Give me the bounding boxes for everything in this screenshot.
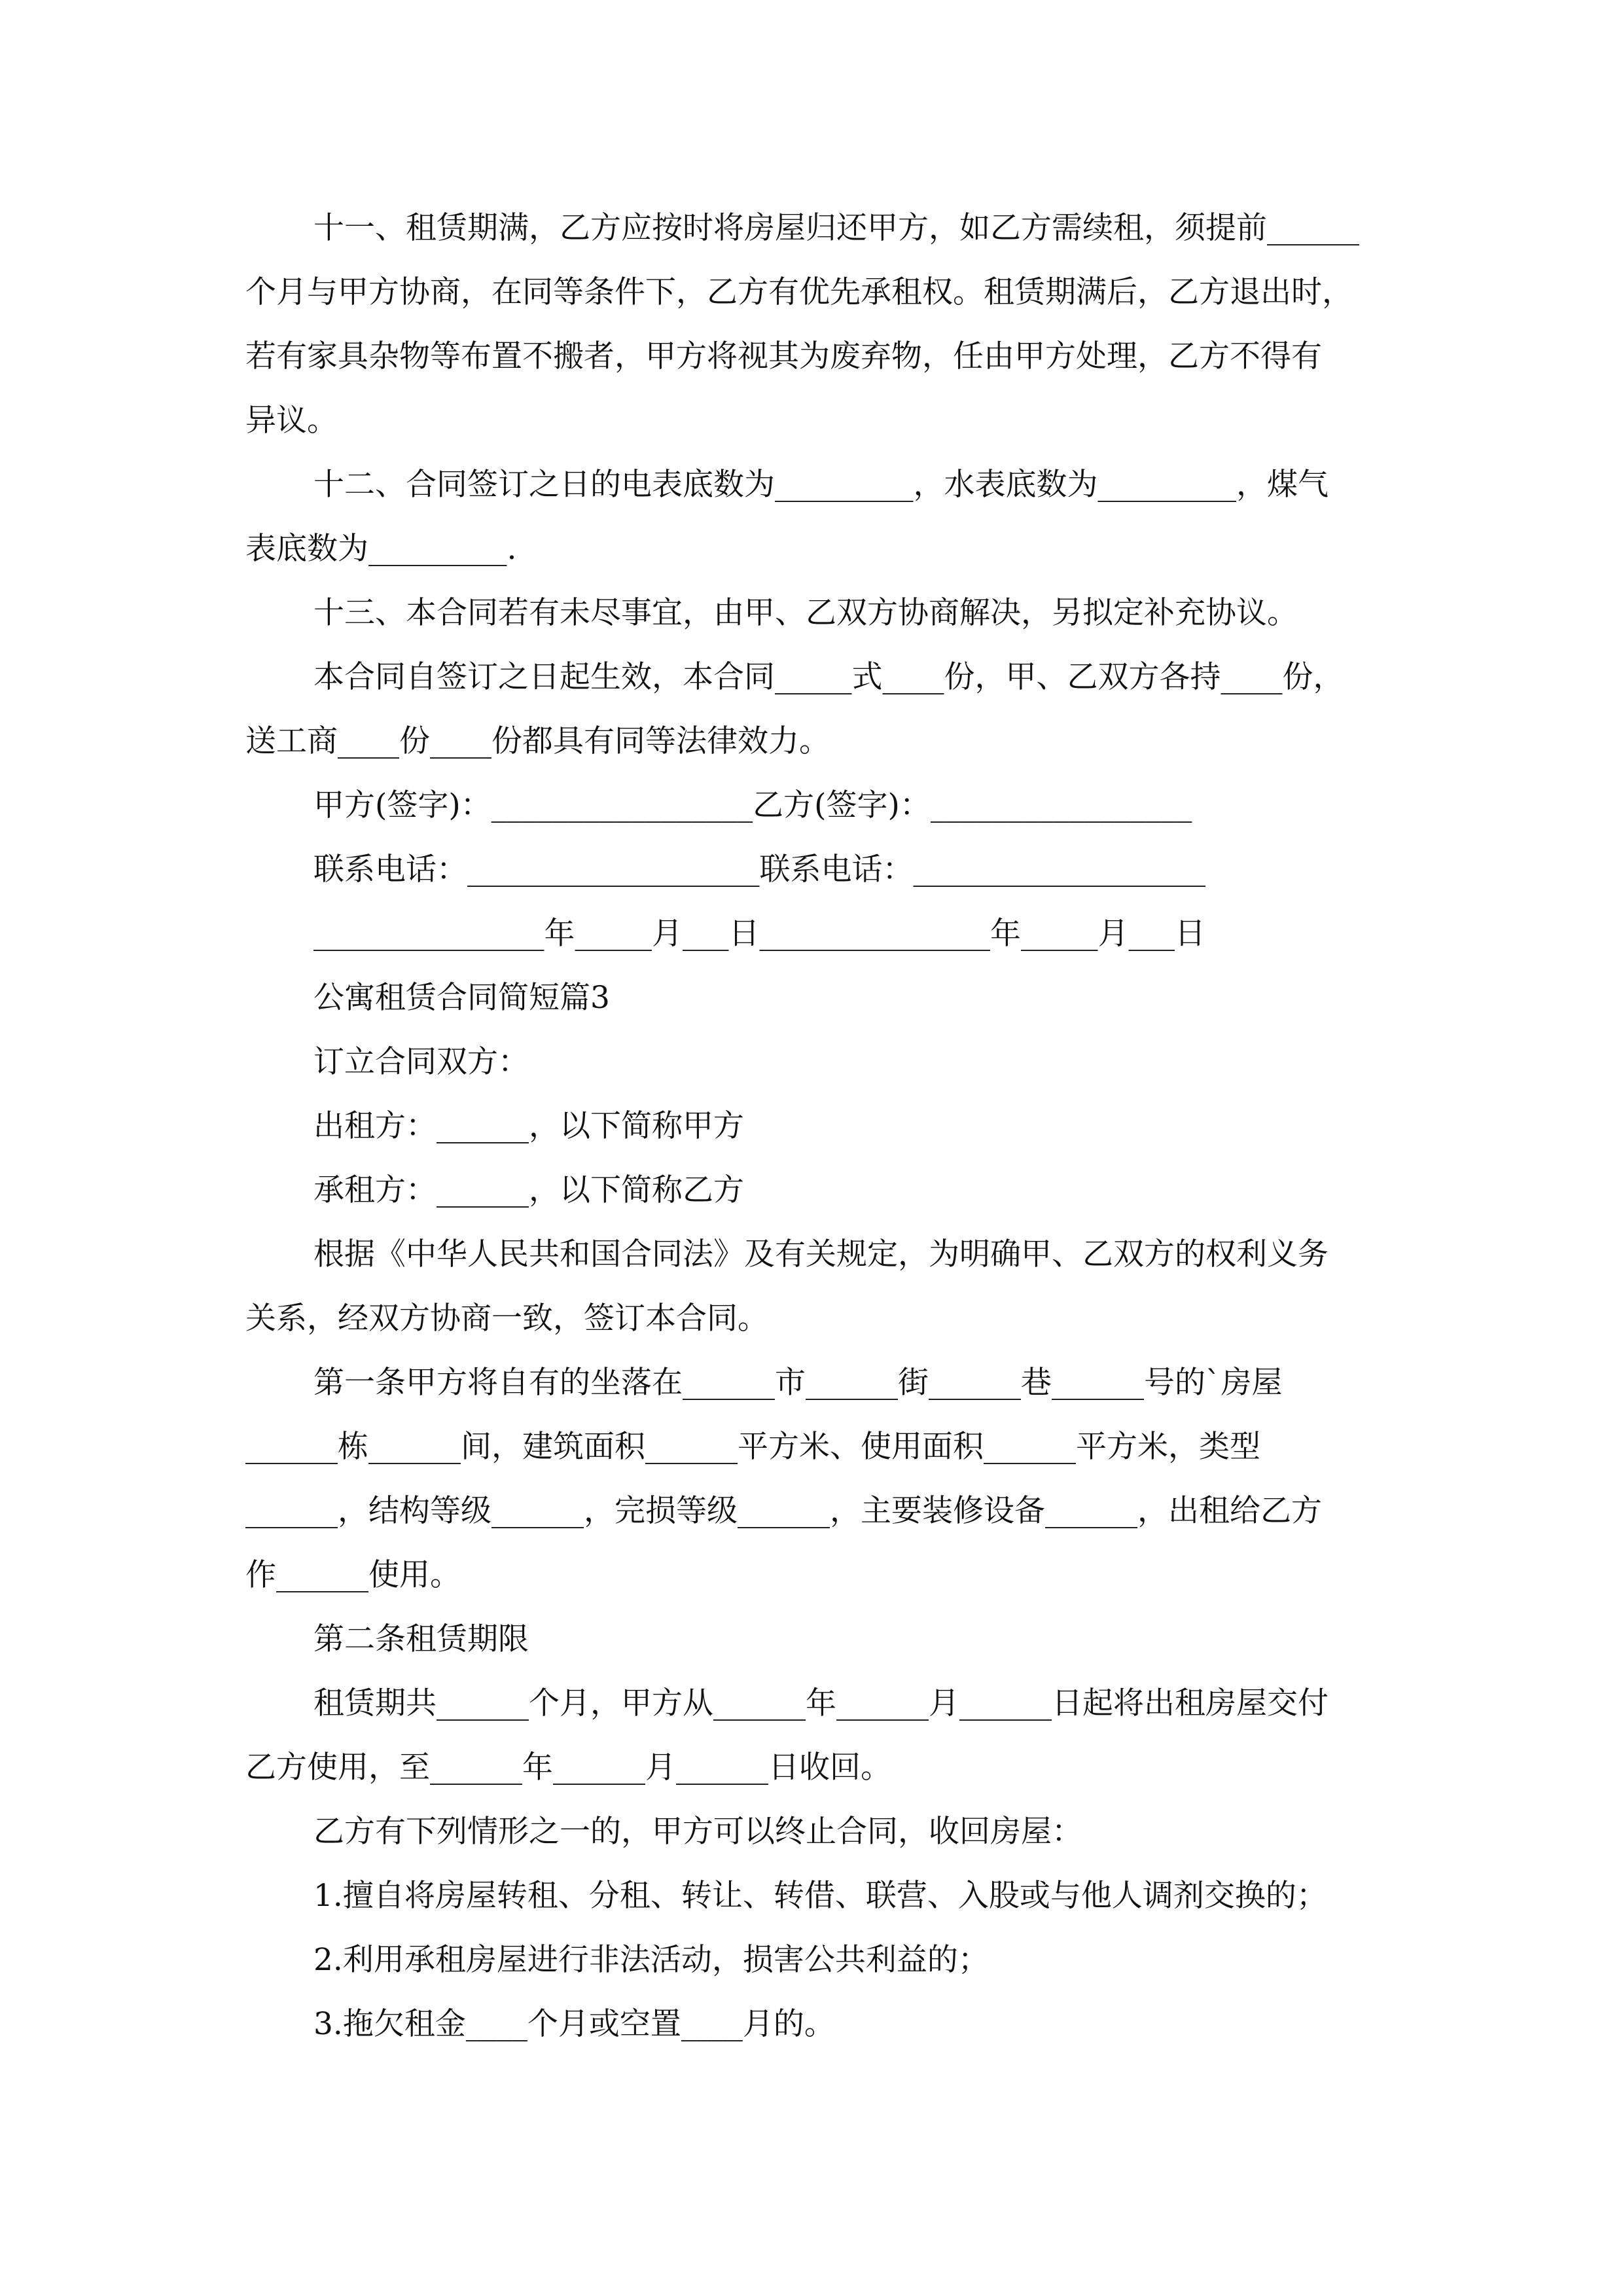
document-body [245,196,1378,2056]
text-line: 十一、租赁期满，乙方应按时将房屋归还甲方，如乙方需续租，须提前______ [313,210,1359,246]
list-item: 3.拖欠租金____个月或空置____月的。 [313,2006,835,2042]
date-line: _______________年_____月___日_______________年_____月___日 [313,916,1205,952]
text-line: 根据《中华人民共和国合同法》及有关规定，为明确甲、乙双方的权利义务 [313,1236,1329,1272]
text-line: 关系，经双方协商一致，签订本合同。 [245,1300,768,1336]
section-heading: 公寓租赁合同简短篇3 [313,980,610,1016]
text-line: 送工商____份____份都具有同等法律效力。 [245,723,830,759]
text-line: 租赁期共______个月，甲方从______年______月______日起将出租房屋交付 [313,1685,1329,1721]
text-line: 个月与甲方协商，在同等条件下，乙方有优先承租权。租赁期满后，乙方退出时， [245,274,1353,310]
text-line: 第一条甲方将自有的坐落在______市______街______巷______号的`房屋 [313,1365,1283,1401]
text-line: 十三、本合同若有未尽事宜，由甲、乙双方协商解决，另拟定补充协议。 [313,595,1298,631]
text-line: 本合同自签订之日起生效，本合同_____式____份，甲、乙双方各持____份， [313,659,1344,695]
text-line: 出租方：______，以下简称甲方 [313,1108,744,1144]
list-item: 1.擅自将房屋转租、分租、转让、转借、联营、入股或与他人调剂交换的； [313,1878,1327,1914]
article-heading: 第二条租赁期限 [313,1621,529,1657]
signature-line: 甲方(签字)：_________________乙方(签字)：_________________ [313,787,1192,823]
text-line: 十二、合同签订之日的电表底数为_________，水表底数为_________，煤气 [313,467,1329,503]
text-line: 乙方有下列情形之一的，甲方可以终止合同，收回房屋： [313,1814,1082,1850]
text-line: 表底数为_________. [245,531,517,567]
phone-line: 联系电话：___________________联系电话：___________________ [313,852,1205,888]
text-line: 乙方使用，至______年______月______日收回。 [245,1749,891,1785]
list-item: 2.利用承租房屋进行非法活动，损害公共利益的； [313,1942,989,1978]
text-line: 作______使用。 [245,1557,461,1593]
text-line: 承租方：______，以下简称乙方 [313,1172,744,1208]
text-line: 异议。 [245,403,338,439]
text-line: 若有家具杂物等布置不搬者，甲方将视其为废弃物，任由甲方处理，乙方不得有 [245,338,1322,374]
text-line: ______，结构等级______，完损等级______，主要装修设备______，出租给乙方 [245,1493,1322,1529]
text-line: 订立合同双方： [313,1044,529,1080]
text-line: ______栋______间，建筑面积______平方米、使用面积______平方米，类型 [245,1429,1260,1465]
